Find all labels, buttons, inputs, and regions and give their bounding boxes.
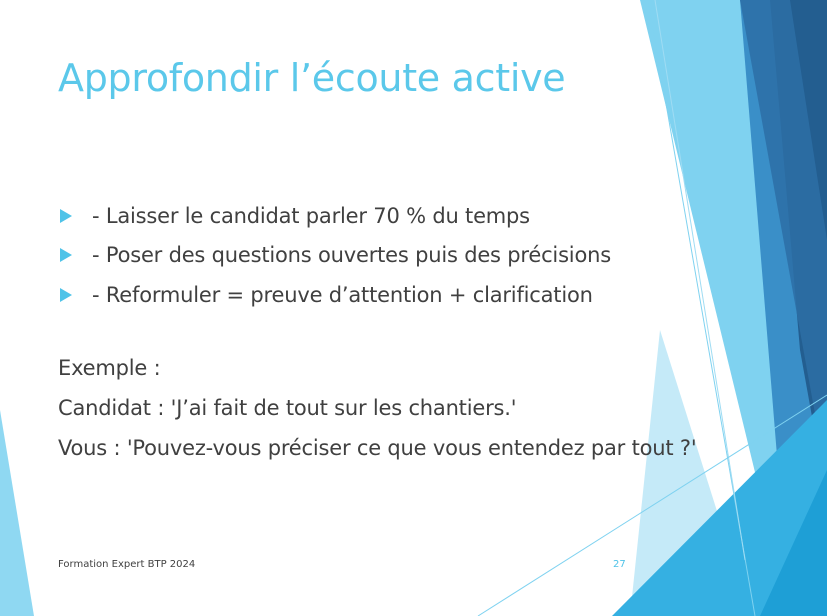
bullet-item <box>58 236 611 276</box>
bullet-item <box>58 196 611 236</box>
footer-text: Formation Expert BTP 2024 <box>58 559 196 570</box>
left-accent-shape <box>0 410 34 616</box>
triangle-bullet-icon <box>60 209 72 223</box>
triangle-bullet-icon <box>60 288 72 302</box>
slide-title: Approfondir l’écoute active <box>58 56 566 100</box>
bullet-text: - Laisser le candidat parler 70 % du temps <box>92 203 530 228</box>
page-number: 27 <box>613 559 626 570</box>
bullet-item <box>58 275 611 315</box>
example-line-response: Vous : 'Pouvez-vous préciser ce que vous entendez par tout ?' <box>58 436 697 460</box>
bullet-text: - Poser des questions ouvertes puis des précisions <box>92 243 611 268</box>
example-line-candidate: Candidat : 'J’ai fait de tout sur les chantiers.' <box>58 396 517 420</box>
bullet-text: - Reformuler = preuve d’attention + clarification <box>92 282 593 307</box>
bullet-list <box>58 196 611 315</box>
triangle-bullet-icon <box>60 248 72 262</box>
example-heading: Exemple : <box>58 356 161 380</box>
